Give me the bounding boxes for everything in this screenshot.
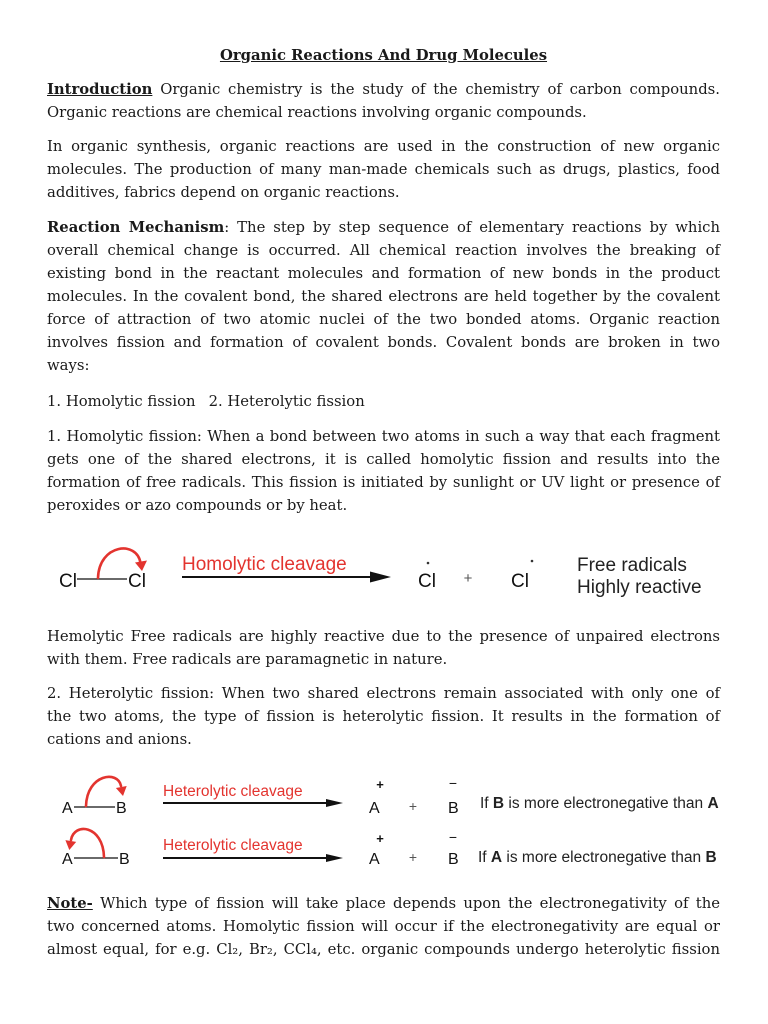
homolytic-line: gets one of the shared electrons, it is called homolytic fission and results into the (47, 451, 720, 468)
heterolytic-line: 2. Heterolytic fission: When two shared electrons remain associated with only one of (47, 685, 720, 702)
product-anion: B (448, 800, 459, 817)
condition-atom: B (492, 795, 505, 812)
condition-atom: B (705, 849, 717, 866)
homolytic-paragraph (47, 425, 720, 517)
product-radical-left: Cl (418, 571, 436, 592)
reactant-atom-a: A (62, 800, 73, 817)
heterolytic-line: cations and anions. (47, 731, 192, 748)
mechanism-paragraph (47, 216, 720, 377)
homolytic-line: peroxides or azo compounds or by heat. (47, 497, 348, 514)
cleavage-label: Homolytic cleavage (182, 554, 347, 575)
product-cation: A (369, 800, 380, 817)
mechanism-line: ways: (47, 357, 90, 374)
electronegativity-condition (478, 849, 717, 866)
document-title: Organic Reactions And Drug Molecules (219, 47, 548, 64)
reactant-atom-b: B (116, 800, 127, 817)
introduction-line: Organic reactions are chemical reactions involving organic compounds. (47, 104, 587, 121)
heterolytic-paragraph (47, 682, 720, 751)
synthesis-line: molecules. The production of many man-made chemicals such as drugs, plastics, food (47, 161, 720, 178)
heterolytic-line: the two atoms, the type of fission is heterolytic fission. It results in the formation of (47, 708, 720, 725)
fission-types-line (47, 390, 720, 413)
plus-sign: + (408, 849, 418, 865)
heterolytic-cleavage-figure (0, 762, 768, 872)
note-text: Which type of fission will take place depends upon the electronegativity of the (100, 895, 720, 912)
electron-shift-curved-arrow (71, 829, 104, 857)
heterolytic-row-2 (62, 829, 717, 868)
fission-type-item: 2. Heterolytic fission (208, 393, 365, 410)
mechanism-line: existing bond in the reactant molecules and formation of new bonds in the product (47, 265, 720, 282)
mechanism-line: overall chemical change is occurred. All chemical reaction involves the breaking of (47, 242, 720, 259)
fission-type-item: 1. Homolytic fission (47, 393, 196, 410)
cation-charge: + (376, 777, 384, 792)
curved-arrowhead (65, 840, 76, 850)
radicals-line: with them. Free radicals are paramagnetic in nature. (47, 651, 448, 668)
reactant-atom-left: Cl (59, 571, 77, 592)
mechanism-line: force of attraction of two atomic nuclei of the two bonded atoms. Organic reaction (47, 311, 720, 328)
product-radical-right: Cl (511, 571, 529, 592)
note-line: two concerned atoms. Homolytic fission will occur if the electronegativity are equal or (47, 918, 720, 935)
note-heading: Note- (47, 895, 93, 912)
anion-charge: − (448, 829, 458, 845)
synthesis-line: In organic synthesis, organic reactions are used in the construction of new organic (47, 138, 720, 155)
cleavage-label: Heterolytic cleavage (163, 837, 303, 854)
mechanism-line (47, 216, 720, 239)
note-line (47, 892, 720, 915)
condition-text: is more electronegative than (504, 795, 708, 812)
radical-dot (531, 560, 534, 563)
electronegativity-condition (480, 795, 719, 812)
introduction-heading: Introduction (47, 81, 153, 98)
heterolytic-row-1 (62, 775, 719, 817)
reactant-atom-right: Cl (128, 571, 146, 592)
note-paragraph (47, 892, 720, 961)
mechanism-line: molecules. In the covalent bond, the shared electrons are held together by the covalent (47, 288, 720, 305)
highly-reactive-caption: Highly reactive (577, 577, 702, 598)
plus-sign: + (408, 798, 418, 814)
homolytic-cleavage-figure (0, 530, 768, 615)
introduction-paragraph (47, 78, 720, 124)
reaction-arrowhead (370, 572, 391, 583)
synthesis-paragraph (47, 135, 720, 204)
condition-atom: A (707, 795, 719, 812)
homolytic-line: 1. Homolytic fission: When a bond between two atoms in such a way that each fragment (47, 428, 720, 445)
mechanism-heading: Reaction Mechanism (47, 219, 225, 236)
product-anion: B (448, 851, 459, 868)
introduction-text: Organic chemistry is the study of the chemistry of carbon compounds. (160, 81, 720, 98)
reactant-atom-a: A (62, 851, 73, 868)
radical-dot (427, 562, 430, 565)
condition-text: is more electronegative than (502, 849, 706, 866)
introduction-line (47, 78, 720, 101)
reaction-arrowhead (326, 854, 343, 862)
curved-arrowhead (135, 561, 147, 572)
note-line: almost equal, for e.g. Cl₂, Br₂, CCl₄, etc. organic compounds undergo heterolytic fission (47, 941, 720, 958)
condition-text: If (480, 795, 493, 812)
reaction-arrowhead (326, 799, 343, 807)
anion-charge: − (448, 775, 458, 791)
free-radicals-caption: Free radicals (577, 555, 687, 576)
homolytic-line: formation of free radicals. This fission is initiated by sunlight or UV light or presence of (47, 474, 720, 491)
condition-atom: A (490, 849, 503, 866)
product-cation: A (369, 851, 380, 868)
plus-sign: + (463, 570, 473, 587)
cation-charge: + (376, 831, 384, 846)
reactant-atom-b: B (119, 851, 130, 868)
condition-text: If (478, 849, 491, 866)
mechanism-text: : The step by step sequence of elementary reactions by which (224, 219, 720, 236)
mechanism-line: involves fission and formation of covalent bonds. Covalent bonds are broken in two (47, 334, 720, 351)
cleavage-label: Heterolytic cleavage (163, 783, 303, 800)
synthesis-line: additives, fabrics depend on organic reactions. (47, 184, 400, 201)
radicals-paragraph (47, 625, 720, 671)
radicals-line: Hemolytic Free radicals are highly reactive due to the presence of unpaired electrons (47, 628, 720, 645)
curved-arrowhead (116, 786, 127, 796)
fission-types-list (47, 390, 720, 413)
